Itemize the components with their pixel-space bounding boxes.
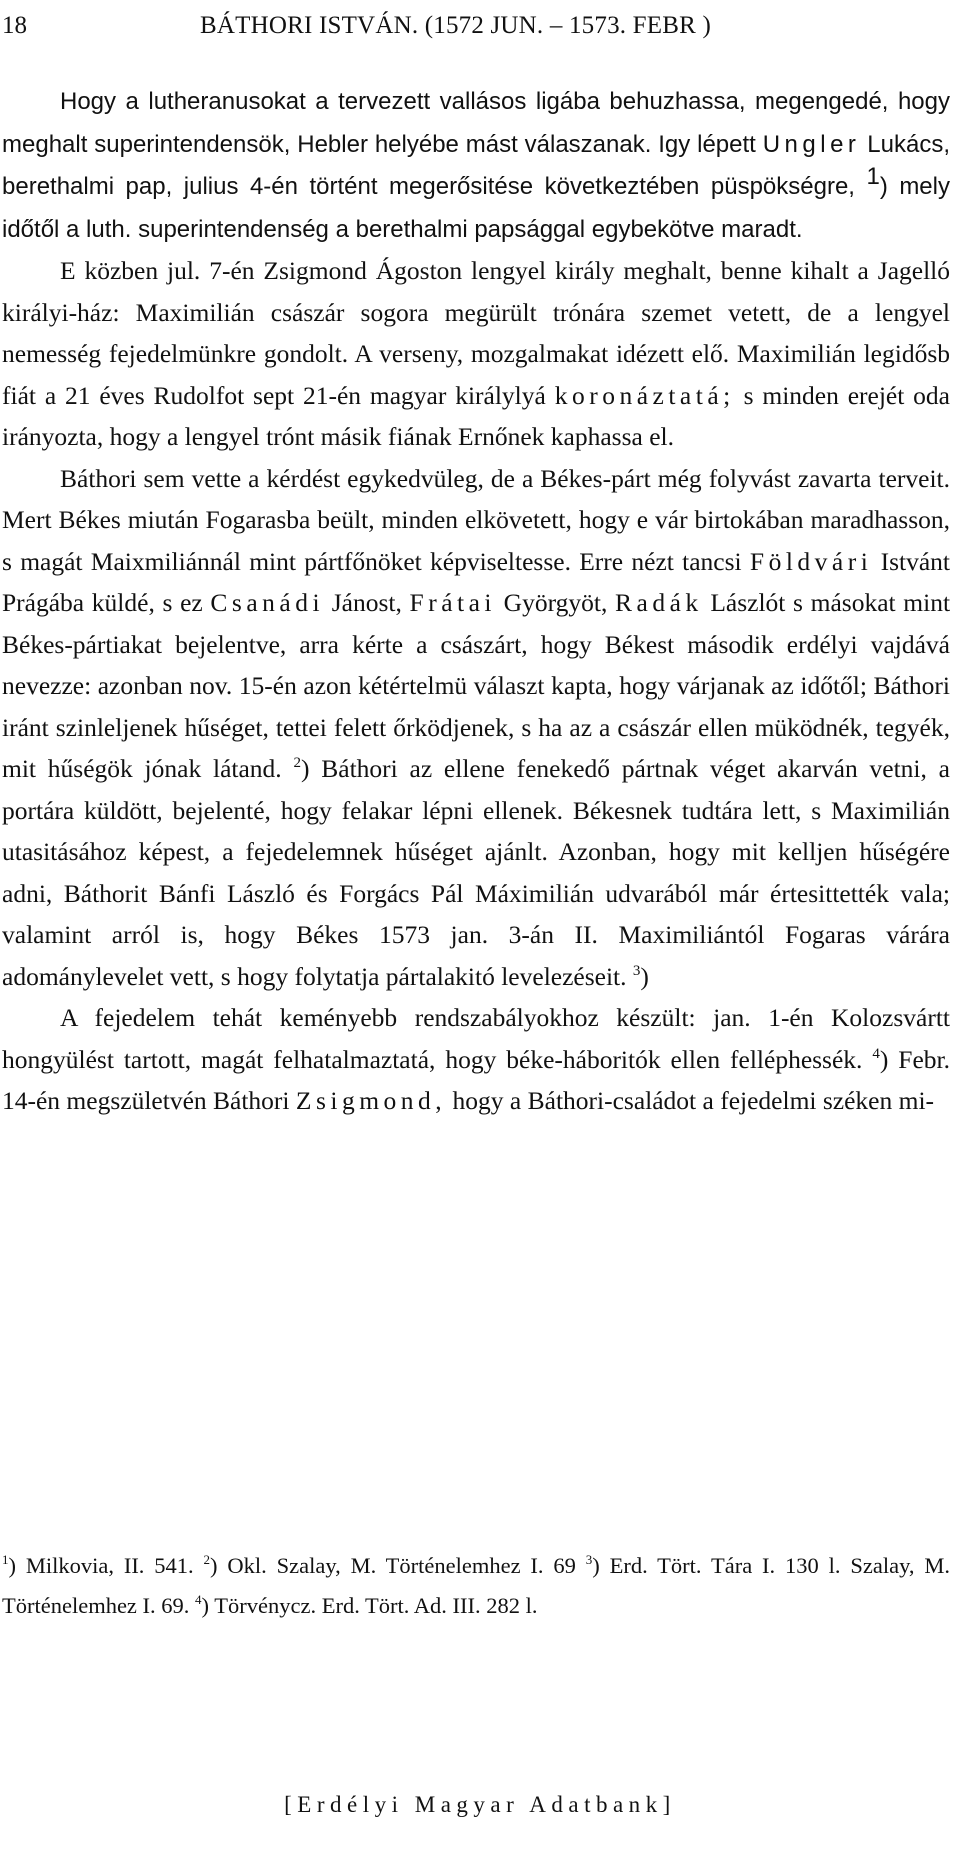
- footnote-ref[interactable]: 2: [293, 755, 301, 771]
- paragraph-4: A fejedelem tehát keményebb rendszabályokhoz készült: jan. 1-én Kolozsvártt hongyülést tartott, magát felhatalmaztatá, hogy béke-háboritók ellen felléphessék. $^4$) Febr. 14-én megszületvén Báthori Zsigmond, hogy a Báthori-családot a fejedelmi széken mi-: [2, 1003, 950, 1115]
- footnote-marker: 2: [203, 1552, 211, 1567]
- footnote-marker: 3: [585, 1552, 593, 1567]
- paragraph-1: Hogy a lutheranusokat a tervezett vallásos ligába behuzhassa, megengedé, hogy meghalt superintendensök, Hebler helyébe mást válaszanak. Igy lépett Ungler Lukács, berethalmi pap, julius 4-én történt megerősitése következtében püspökségre, $^1$) mely időtől a luth. superintendenség a berethalmi papsággal egybekötve maradt.: [2, 88, 950, 243]
- footnote-text: ) Okl. Szalay, M. Történelemhez I. 69: [210, 1553, 586, 1578]
- page-header: [2, 4, 952, 48]
- footnotes: [2, 1546, 950, 1626]
- person-name: Radák: [615, 588, 703, 617]
- footnote-ref[interactable]: 3: [632, 962, 641, 979]
- footnote-text: ) Erd. Tört. Tára I. 130 l. Szalay, M. Történelemhez I. 69.: [2, 1553, 950, 1618]
- person-name: Ungler: [762, 130, 861, 158]
- footnote-marker: 1: [2, 1552, 9, 1567]
- person-name: Földvári: [749, 546, 873, 576]
- footnote-marker: 4: [195, 1592, 202, 1607]
- body-text: [2, 80, 950, 1122]
- paragraph-2: E közben jul. 7-én Zsigmond Ágoston lengyel király meghalt, benne kihalt a Jagelló királyi-ház: Maximilián császár sogora megürült trónára szemet vetett, de a lengyel nemesség fejedelmünkre gondolt. A verseny, mozgalmakat idézett elő. Maximilián legidősb fiát a 21 éves Rudolfot sept 21-én magyar királylyá koronáztatá; s minden erejét oda irányozta, hogy a lengyel trónt másik fiának Ernőnek kaphassa el.: [2, 256, 950, 451]
- person-name: Csanádi: [210, 588, 325, 617]
- footnote-ref[interactable]: 4: [872, 1045, 880, 1062]
- footnote-text: ) Milkovia, II. 541.: [8, 1553, 204, 1578]
- footnote-ref[interactable]: 1: [866, 163, 880, 190]
- running-title: BÁTHORI ISTVÁN. (1572 JUN. – 1573. FEBR ): [200, 12, 711, 39]
- paragraph-3: Báthori sem vette a kérdést egykedvüleg, de a Békes-párt még folyvást zavarta terveit. Mert Békes miután Fogarasba beült, minden elkövetett, hogy e vár birtokában maradhasson, s magát Maixmiliánnál mint pártfőnöket képviseltesse. Erre nézt tancsi Földvári Istvánt Prágába küldé, s ez Csanádi Jánost, Frátai Györgyöt, Radák Lászlót s másokat mint Békes-pártiakat bejelentve, arra kérte a császárt, hogy Békest második erdélyi vajdává nevezze: azonban nov. 15-én azon kétértelmü választ kapta, hogy várjanak az időtől; Báthori iránt szinleljenek hűséget, tettei felett őrködjenek, s ha az a császár ellen müködnék, tegyék, mit hűségök jónak látand. $^2$) Báthori az ellene fenekedő pártnak véget akarván vetni, a portára küldött, bejelenté, hogy felakar lépni ellenek. Békesnek tudtára lett, s Maximilián utasitásához képest, a fejedelemnek hűséget ajánlt. Azonban, hogy mit kelljen hűségére adni, Báthorit Bánfi László és Forgács Pál Máximilián udvarából már értesittették vala; valamint arról is, hogy Békes 1573 jan. 3-án II. Maximiliántól Fogaras várára adománylevelet vett, s hogy folytatja pártalakitó levelezéseit. $^3$): [2, 463, 951, 991]
- source-footer: [Erdélyi Magyar Adatbank]: [284, 1792, 676, 1817]
- emphasized-word: koronáztatá;: [554, 380, 735, 410]
- footnote-text: ) Törvénycz. Erd. Tört. Ad. III. 282 l.: [201, 1593, 538, 1618]
- person-name: Zsigmond,: [295, 1086, 447, 1115]
- person-name: Frátai: [409, 588, 496, 617]
- page-number: 18: [2, 12, 27, 39]
